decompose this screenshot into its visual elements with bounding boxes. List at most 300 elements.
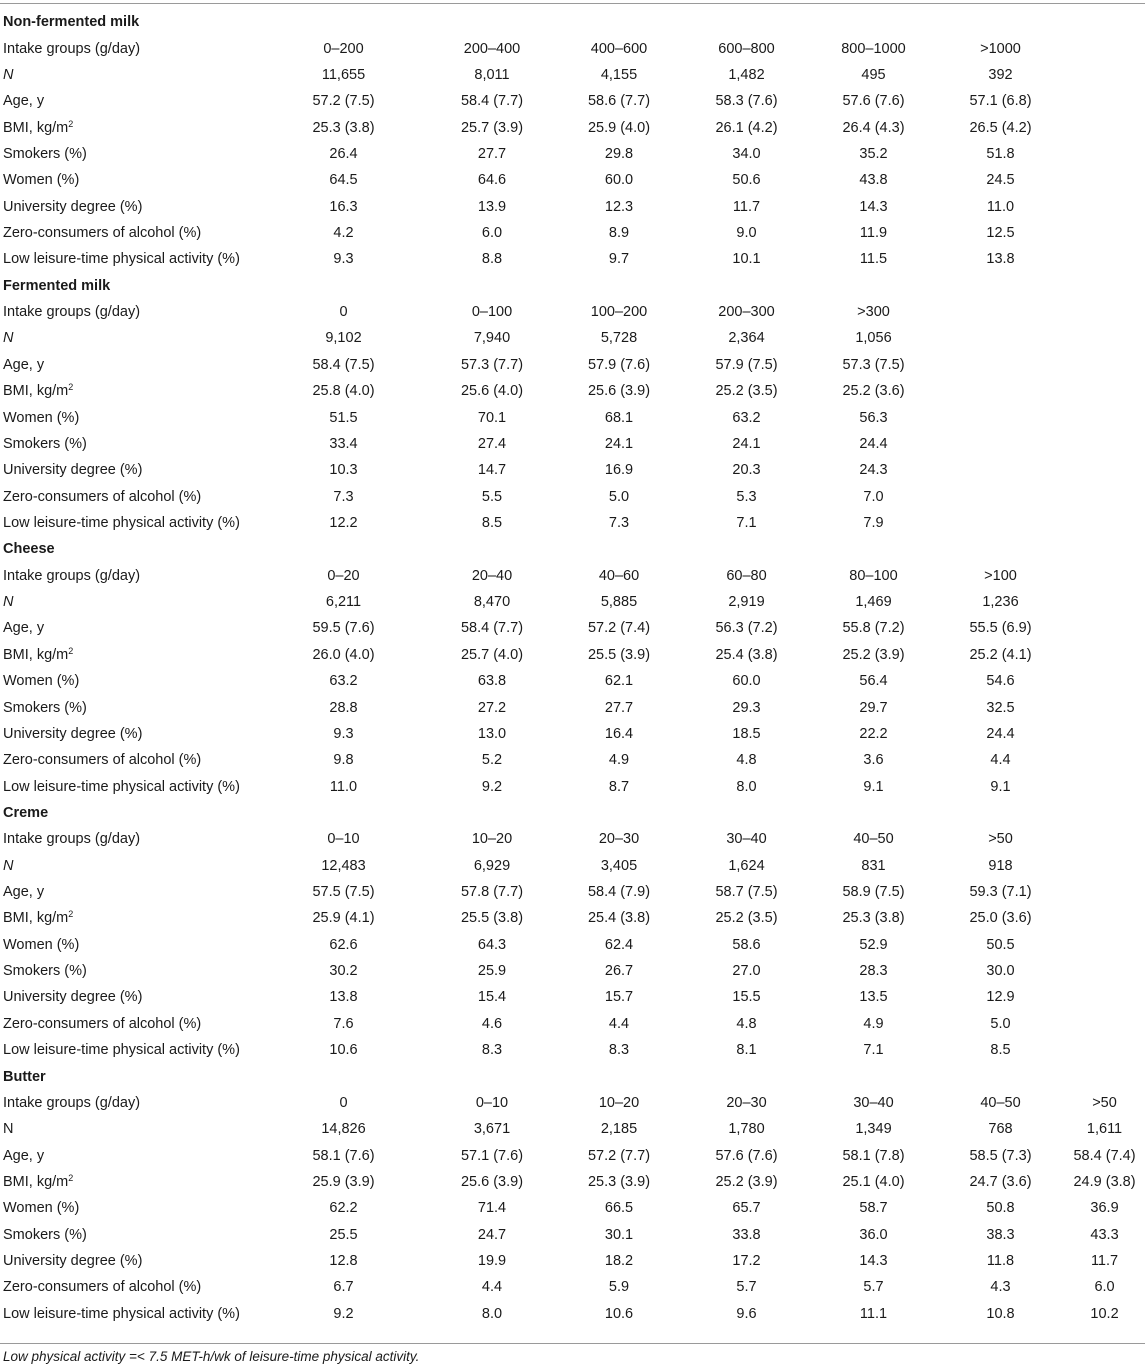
table-row <box>0 1195 1145 1221</box>
table-cell <box>1064 194 1145 220</box>
row-label <box>0 853 258 879</box>
row-label-text: Age, y <box>3 620 45 637</box>
table-cell: 10.2 <box>1090 1305 1119 1322</box>
table-cell: 40–50 <box>980 1094 1021 1111</box>
table-cell: 51.8 <box>986 145 1015 162</box>
row-label-superscript: 2 <box>68 118 74 129</box>
row-label-text: Intake groups (g/day) <box>3 831 141 848</box>
table-row <box>0 853 1145 879</box>
table-cell: 28.3 <box>859 963 888 980</box>
table-cell: 25.4 (3.8) <box>715 646 778 663</box>
row-label <box>0 1274 258 1300</box>
table-cell: 40–50 <box>853 831 894 848</box>
row-label-text: BMI, kg/m <box>3 383 69 400</box>
table-cell: 16.4 <box>604 725 634 742</box>
table-cell: 4.9 <box>608 752 630 769</box>
table-row <box>0 114 1145 140</box>
table-cell: >100 <box>984 567 1017 584</box>
table-row <box>0 721 1145 747</box>
table-cell: 9.3 <box>333 251 354 268</box>
table-cell: 24.4 <box>986 725 1015 742</box>
table-cell: 7.1 <box>863 1042 884 1059</box>
table-cell: 58.7 (7.5) <box>715 884 778 901</box>
table-cell <box>1064 563 1145 589</box>
table-cell: 38.3 <box>986 1226 1015 1243</box>
table-row <box>0 1301 1145 1327</box>
table-cell: 12.3 <box>604 198 634 215</box>
table-cell: 25.2 (3.9) <box>842 646 905 663</box>
table-cell: 4,155 <box>600 66 638 83</box>
row-label <box>0 299 258 325</box>
row-label-superscript: 2 <box>68 382 74 393</box>
table-cell <box>1064 378 1145 404</box>
table-cell: 35.2 <box>859 145 888 162</box>
table-cell: 25.3 (3.8) <box>312 119 375 136</box>
table-cell: 9.7 <box>608 251 630 268</box>
table-cell: 20–30 <box>726 1094 767 1111</box>
table-cell: 9.2 <box>481 778 503 795</box>
table-cell <box>1064 35 1145 61</box>
table-cell: 1,056 <box>855 330 892 347</box>
table-cell: 58.6 (7.7) <box>587 93 651 110</box>
table-cell: 8.9 <box>608 225 630 242</box>
table-cell <box>1064 589 1145 615</box>
table-cell: 7.3 <box>608 515 630 531</box>
row-label-text: BMI, kg/m <box>3 119 69 136</box>
row-label-text: Women (%) <box>3 172 80 189</box>
row-label-text: Age, y <box>3 1147 45 1164</box>
table-cell: >50 <box>1092 1094 1117 1111</box>
table-cell: 26.4 (4.3) <box>842 119 905 136</box>
table-row <box>0 1274 1145 1300</box>
table-cell: 5.0 <box>990 1015 1011 1032</box>
table-cell: 27.2 <box>477 699 507 716</box>
table-cell: 25.9 (3.9) <box>312 1173 375 1190</box>
table-row <box>0 378 1145 404</box>
table-cell <box>1064 1037 1145 1063</box>
row-label <box>0 984 258 1010</box>
table-cell: 33.4 <box>329 435 358 452</box>
table-row <box>0 246 1145 272</box>
table-row <box>0 1116 1145 1142</box>
row-label-text: Women (%) <box>3 1200 80 1217</box>
table-cell <box>1064 853 1145 879</box>
table-cell: 58.4 (7.5) <box>312 356 375 373</box>
table-cell: 66.5 <box>604 1200 634 1217</box>
row-label <box>0 1090 258 1116</box>
table-row <box>0 325 1145 351</box>
row-label-text: N <box>3 1121 14 1138</box>
table-row <box>0 589 1145 615</box>
table-cell: 58.4 (7.9) <box>587 884 651 901</box>
table-cell: 10.1 <box>732 251 761 268</box>
table-cell: 25.2 (4.1) <box>969 646 1032 663</box>
row-label-text: Low leisure-time physical activity (%) <box>3 1305 240 1322</box>
row-label <box>0 246 258 272</box>
table-cell <box>1064 141 1145 167</box>
table-cell: 100–200 <box>590 304 648 321</box>
table-cell: 25.5 (3.8) <box>460 910 524 927</box>
table-cell: 12.9 <box>986 989 1015 1006</box>
table-cell: 22.2 <box>859 725 888 742</box>
table-cell: 13.5 <box>859 989 888 1006</box>
row-label <box>0 905 258 931</box>
table-cell: 4.4 <box>481 1279 503 1296</box>
row-label <box>0 1169 258 1195</box>
table-cell: 57.3 (7.5) <box>842 356 905 373</box>
row-label-text: Intake groups (g/day) <box>3 567 141 584</box>
row-label <box>0 325 258 351</box>
row-label <box>0 510 258 536</box>
table-cell: 25.1 (4.0) <box>842 1173 905 1190</box>
table-cell: 600–800 <box>718 40 775 57</box>
table-cell: 25.0 (3.6) <box>969 910 1032 927</box>
row-label-text: N <box>3 66 14 83</box>
table-cell <box>1064 325 1145 351</box>
row-label-text: Low leisure-time physical activity (%) <box>3 778 240 795</box>
table-row <box>0 35 1145 61</box>
row-label <box>0 694 258 720</box>
table-cell: >1000 <box>980 40 1021 57</box>
table-cell: 65.7 <box>732 1200 761 1217</box>
table-cell: 59.5 (7.6) <box>312 620 375 637</box>
table-row <box>0 668 1145 694</box>
table-cell <box>1064 615 1145 641</box>
table-cell: 71.4 <box>477 1200 507 1217</box>
row-label-text: University degree (%) <box>3 989 143 1006</box>
table-cell: 19.9 <box>477 1253 507 1270</box>
table-cell: 0–20 <box>327 567 360 584</box>
table-cell: 26.0 (4.0) <box>312 646 375 663</box>
table-cell: 7.1 <box>736 515 757 531</box>
row-label-text: Zero-consumers of alcohol (%) <box>3 752 202 769</box>
row-label <box>0 378 258 404</box>
table-cell: 25.2 (3.5) <box>715 383 778 400</box>
table-row <box>0 1090 1145 1116</box>
table-cell: 36.9 <box>1090 1200 1119 1217</box>
table-cell <box>937 457 1064 483</box>
table-cell: 57.3 (7.7) <box>460 356 524 373</box>
table-row <box>0 141 1145 167</box>
table-cell: 63.2 <box>329 673 358 690</box>
table-row <box>0 457 1145 483</box>
table-cell <box>1064 826 1145 852</box>
table-row <box>0 88 1145 114</box>
table-cell: 13.0 <box>477 725 507 742</box>
table-cell <box>937 404 1064 430</box>
table-cell: 1,469 <box>855 594 892 611</box>
table-cell: 20–40 <box>471 567 513 584</box>
row-label-text: Age, y <box>3 356 45 373</box>
table-cell: 7.9 <box>863 515 884 531</box>
table-row <box>0 984 1145 1010</box>
table-cell: 25.2 (3.5) <box>715 910 778 927</box>
table-cell: 16.9 <box>604 462 634 479</box>
table-cell: 56.3 (7.2) <box>715 620 778 637</box>
table-row <box>0 62 1145 88</box>
row-label <box>0 932 258 958</box>
table-cell: 1,611 <box>1086 1121 1123 1138</box>
table-cell: 10.6 <box>604 1305 634 1322</box>
table-cell: 60–80 <box>726 567 767 584</box>
table-cell: 58.4 (7.7) <box>460 620 524 637</box>
table-cell: 7.3 <box>333 488 354 505</box>
row-label-text: Smokers (%) <box>3 435 87 452</box>
table-cell: 25.6 (3.9) <box>460 1173 524 1190</box>
row-label-text: Low leisure-time physical activity (%) <box>3 515 240 531</box>
row-label <box>0 958 258 984</box>
table-cell: 24.5 <box>986 172 1015 189</box>
table-cell <box>1064 958 1145 984</box>
table-cell: 24.9 (3.8) <box>1073 1173 1136 1190</box>
row-label-superscript: 2 <box>68 1172 74 1183</box>
table-cell: 9.3 <box>333 725 354 742</box>
table-cell: 18.2 <box>604 1253 634 1270</box>
table-cell: 26.5 (4.2) <box>969 119 1032 136</box>
row-label <box>0 114 258 140</box>
table-cell: 6.0 <box>1094 1279 1115 1296</box>
table-cell: 64.6 <box>477 172 507 189</box>
row-label-text: Low leisure-time physical activity (%) <box>3 251 240 268</box>
table-cell: 10–20 <box>598 1094 640 1111</box>
table-cell: 57.2 (7.4) <box>587 620 651 637</box>
row-label <box>0 642 258 668</box>
table-cell: 50.6 <box>732 172 761 189</box>
table-cell: 62.1 <box>604 673 634 690</box>
table-cell: 8.1 <box>736 1042 757 1059</box>
table-row <box>0 483 1145 509</box>
table-cell: 24.3 <box>859 462 888 479</box>
row-label <box>0 88 258 114</box>
table-row <box>0 826 1145 852</box>
row-label <box>0 1116 258 1142</box>
table-cell: 4.8 <box>736 1015 757 1032</box>
table-cell <box>1064 299 1145 325</box>
table-cell <box>937 378 1064 404</box>
table-cell <box>937 299 1064 325</box>
table-cell: 62.4 <box>604 936 634 953</box>
table-cell: 58.1 (7.8) <box>842 1147 905 1164</box>
table-cell: 0 <box>339 1094 348 1111</box>
table-cell: 24.4 <box>859 435 888 452</box>
table-cell: 8.0 <box>481 1305 503 1322</box>
table-cell: 1,482 <box>728 66 765 83</box>
row-label <box>0 141 258 167</box>
row-label <box>0 1248 258 1274</box>
row-label-text: University degree (%) <box>3 725 143 742</box>
table-cell: 7.0 <box>863 488 884 505</box>
table-cell <box>1064 404 1145 430</box>
table-cell: 9,102 <box>325 330 362 347</box>
table-cell: 5.7 <box>863 1279 884 1296</box>
table-cell: 60.0 <box>732 673 761 690</box>
table-row <box>0 1011 1145 1037</box>
top-rule <box>0 3 1145 4</box>
section-title: Butter <box>3 1068 46 1085</box>
row-label <box>0 826 258 852</box>
table-cell: 33.8 <box>732 1226 761 1243</box>
table-cell <box>1064 879 1145 905</box>
row-label-text: Age, y <box>3 93 45 110</box>
table-cell: 16.3 <box>329 198 358 215</box>
table-cell <box>1064 721 1145 747</box>
table-cell: 24.7 (3.6) <box>969 1173 1032 1190</box>
table-cell: 4.4 <box>608 1015 630 1032</box>
row-label-text: Zero-consumers of alcohol (%) <box>3 225 202 242</box>
row-label <box>0 615 258 641</box>
table-cell: 24.1 <box>604 435 634 452</box>
table-cell: 4.9 <box>863 1015 884 1032</box>
table-cell: 200–400 <box>463 40 521 57</box>
table-cell: 29.7 <box>859 699 888 716</box>
table-cell: >300 <box>857 304 890 321</box>
table-cell <box>1064 167 1145 193</box>
table-cell: 12.5 <box>986 225 1015 242</box>
table-cell: 4.2 <box>333 225 354 242</box>
table-cell: 58.9 (7.5) <box>842 884 905 901</box>
table-cell <box>1064 1011 1145 1037</box>
table-cell: 29.8 <box>604 145 634 162</box>
table-cell: 800–1000 <box>841 40 906 57</box>
table-cell: 43.3 <box>1090 1226 1119 1243</box>
table-cell: 14,826 <box>321 1121 366 1138</box>
table-cell: 6,211 <box>325 594 362 611</box>
table-cell: 9.0 <box>736 225 757 242</box>
table-cell <box>1064 694 1145 720</box>
table-cell: 25.5 (3.9) <box>587 646 651 663</box>
row-label-text: Zero-consumers of alcohol (%) <box>3 1015 202 1032</box>
table-cell: 1,349 <box>855 1121 892 1138</box>
table-row <box>0 431 1145 457</box>
table-cell: 8.0 <box>736 778 757 795</box>
table-cell: 25.7 (4.0) <box>460 646 524 663</box>
table-cell <box>1064 510 1145 536</box>
table-cell: >50 <box>988 831 1013 848</box>
row-label-text: University degree (%) <box>3 1253 143 1270</box>
row-label-superscript: 2 <box>68 645 74 656</box>
table-cell: 9.1 <box>990 778 1011 795</box>
table-cell: 15.5 <box>732 989 761 1006</box>
table-cell: 25.6 (4.0) <box>460 383 524 400</box>
table-cell: 59.3 (7.1) <box>969 884 1032 901</box>
table-cell <box>1064 431 1145 457</box>
table-cell: 25.6 (3.9) <box>587 383 651 400</box>
table-row <box>0 1169 1145 1195</box>
row-label <box>0 220 258 246</box>
table-cell: 0–200 <box>323 40 364 57</box>
table-cell: 55.5 (6.9) <box>969 620 1032 637</box>
table-cell: 70.1 <box>477 409 507 426</box>
table-cell: 5.7 <box>736 1279 757 1296</box>
row-label <box>0 1195 258 1221</box>
table-row <box>0 932 1145 958</box>
row-label <box>0 194 258 220</box>
table-cell <box>1064 642 1145 668</box>
table-cell: 1,624 <box>728 857 765 874</box>
table-cell: 58.4 (7.7) <box>460 93 524 110</box>
table-cell: 57.6 (7.6) <box>842 93 905 110</box>
row-label-text: BMI, kg/m <box>3 646 69 663</box>
table-cell: 7,940 <box>473 330 511 347</box>
table-cell: 9.6 <box>736 1305 757 1322</box>
row-label-superscript: 2 <box>68 909 74 920</box>
row-label <box>0 457 258 483</box>
table-cell <box>1064 984 1145 1010</box>
table-cell: 58.1 (7.6) <box>312 1147 375 1164</box>
table-cell: 10–20 <box>471 831 513 848</box>
table-cell: 12.8 <box>329 1253 358 1270</box>
table-cell <box>1064 352 1145 378</box>
table-row <box>0 615 1145 641</box>
row-label-text: N <box>3 594 14 611</box>
table-cell: 4.3 <box>990 1279 1011 1296</box>
table-cell: 14.3 <box>859 198 888 215</box>
table-cell: 5.5 <box>481 488 503 505</box>
row-label-text: Smokers (%) <box>3 963 87 980</box>
table-cell: 12,483 <box>321 857 366 874</box>
table-cell <box>937 431 1064 457</box>
table-cell <box>1064 62 1145 88</box>
table-cell: 4.8 <box>736 752 757 769</box>
table-row <box>0 194 1145 220</box>
table-row <box>0 747 1145 773</box>
table-cell: 918 <box>988 857 1013 874</box>
bottom-rule <box>0 1343 1145 1344</box>
table-cell: 20.3 <box>732 462 761 479</box>
table-cell: 80–100 <box>849 567 898 584</box>
table-row <box>0 958 1145 984</box>
table-cell: 57.1 (6.8) <box>969 93 1032 110</box>
table-cell: 5.0 <box>608 488 630 505</box>
table-row <box>0 167 1145 193</box>
table-cell: 2,919 <box>728 594 765 611</box>
table-cell: 27.4 <box>477 435 507 452</box>
table-cell <box>1064 246 1145 272</box>
table-cell: 9.1 <box>863 778 884 795</box>
row-label-text: BMI, kg/m <box>3 1173 69 1190</box>
table-cell: 25.9 (4.0) <box>587 119 651 136</box>
table-cell: 8.3 <box>481 1042 503 1059</box>
table-cell: 8.3 <box>608 1042 630 1059</box>
table-cell: 4.6 <box>481 1015 503 1032</box>
table-cell <box>1064 483 1145 509</box>
table-cell: 6.7 <box>333 1279 354 1296</box>
table-cell <box>1064 905 1145 931</box>
section-title: Non-fermented milk <box>3 14 140 31</box>
row-label <box>0 1222 258 1248</box>
table-cell: 11.0 <box>986 198 1015 215</box>
table-cell <box>937 483 1064 509</box>
row-label <box>0 563 258 589</box>
table-cell: 5.2 <box>481 752 503 769</box>
table-cell: 26.4 <box>329 145 358 162</box>
table-cell: 400–600 <box>590 40 648 57</box>
row-label <box>0 668 258 694</box>
table-cell: 30.2 <box>329 963 358 980</box>
table-cell: 25.3 (3.8) <box>842 910 905 927</box>
table-cell: 11.9 <box>859 225 888 242</box>
table-cell: 18.5 <box>732 725 761 742</box>
table-footnote: Low physical activity =< 7.5 MET-h/wk of leisure-time physical activity. <box>3 1349 420 1364</box>
table-cell: 11,655 <box>321 66 366 83</box>
row-label-text: Zero-consumers of alcohol (%) <box>3 1279 202 1296</box>
table-cell: 495 <box>861 66 886 83</box>
table-cell: 57.6 (7.6) <box>715 1147 778 1164</box>
section-header-row <box>0 1063 1145 1089</box>
table-cell: 6,929 <box>473 857 511 874</box>
table-cell: 30.0 <box>986 963 1015 980</box>
table-cell <box>1064 88 1145 114</box>
